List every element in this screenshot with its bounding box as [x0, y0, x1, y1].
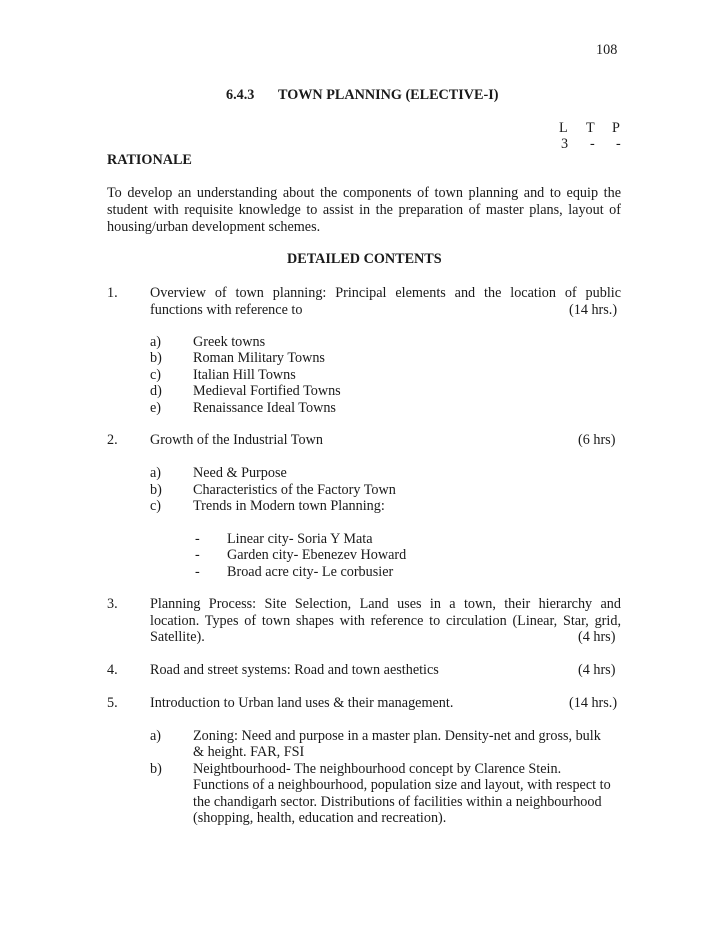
- rationale-line: student with requisite knowledge to assist in the preparation of master plans, layout of: [107, 202, 621, 218]
- topic-line: Road and street systems: Road and town aesthetics: [150, 662, 439, 678]
- topic-number: 1.: [107, 285, 118, 301]
- topic-hours: (4 hrs): [578, 662, 616, 678]
- subitem-text: (shopping, health, education and recreation).: [193, 810, 447, 826]
- subitem-label: b): [150, 482, 162, 498]
- topic-line: Introduction to Urban land uses & their management.: [150, 695, 454, 711]
- subitem-text: the chandigarh sector. Distributions of facilities within a neighbourhood: [193, 794, 602, 810]
- subitem-text: Trends in Modern town Planning:: [193, 498, 385, 514]
- topic-hours: (14 hrs.): [569, 302, 618, 318]
- subitem-label: d): [150, 383, 162, 399]
- subitem-label: a): [150, 728, 162, 744]
- subitem-text: Functions of a neighbourhood, population size and layout, with respect to: [193, 777, 611, 793]
- course-title: TOWN PLANNING (ELECTIVE-I): [278, 87, 499, 103]
- ltp-header-l: L: [559, 120, 568, 136]
- subitem-text: Greek towns: [193, 334, 266, 350]
- rationale-line: To develop an understanding about the components of town planning and to equip the: [107, 185, 621, 201]
- subitem-label: c): [150, 498, 162, 514]
- subitem-label: a): [150, 465, 162, 481]
- rationale-heading: RATIONALE: [107, 152, 192, 168]
- topic-line: Satellite).: [150, 629, 205, 645]
- rationale-line: housing/urban development schemes.: [107, 219, 321, 235]
- topic-hours: (6 hrs): [578, 432, 616, 448]
- subitem-text: Neightbourhood- The neighbourhood concept by Clarence Stein.: [193, 761, 562, 777]
- bullet-dash: -: [195, 531, 200, 547]
- ltp-value-p: -: [616, 136, 621, 152]
- topic-number: 5.: [107, 695, 118, 711]
- topic-hours: (4 hrs): [578, 629, 616, 645]
- bullet-text: Garden city- Ebenezev Howard: [227, 547, 407, 563]
- topic-number: 2.: [107, 432, 118, 448]
- subitem-text: Roman Military Towns: [193, 350, 325, 366]
- ltp-value-t: -: [590, 136, 595, 152]
- subitem-text: Zoning: Need and purpose in a master plan. Density-net and gross, bulk: [193, 728, 601, 744]
- topic-line: location. Types of town shapes with reference to circulation (Linear, Star, grid,: [150, 613, 621, 629]
- subitem-text: Need & Purpose: [193, 465, 287, 481]
- bullet-dash: -: [195, 564, 200, 580]
- subitem-label: b): [150, 350, 162, 366]
- subitem-label: a): [150, 334, 162, 350]
- topic-line: Growth of the Industrial Town: [150, 432, 323, 448]
- page-number: 108: [596, 42, 618, 58]
- topic-number: 3.: [107, 596, 118, 612]
- contents-heading: DETAILED CONTENTS: [287, 251, 442, 267]
- topic-number: 4.: [107, 662, 118, 678]
- bullet-text: Linear city- Soria Y Mata: [227, 531, 373, 547]
- subitem-text: Characteristics of the Factory Town: [193, 482, 396, 498]
- bullet-dash: -: [195, 547, 200, 563]
- ltp-value-l: 3: [561, 136, 569, 152]
- ltp-header-p: P: [612, 120, 620, 136]
- ltp-header-t: T: [586, 120, 595, 136]
- subitem-text: Renaissance Ideal Towns: [193, 400, 336, 416]
- topic-line: functions with reference to: [150, 302, 303, 318]
- section-number: 6.4.3: [226, 87, 255, 103]
- subitem-label: e): [150, 400, 162, 416]
- bullet-text: Broad acre city- Le corbusier: [227, 564, 394, 580]
- subitem-text: Italian Hill Towns: [193, 367, 296, 383]
- topic-line: Overview of town planning: Principal elements and the location of public: [150, 285, 621, 301]
- subitem-label: c): [150, 367, 162, 383]
- topic-line: Planning Process: Site Selection, Land uses in a town, their hierarchy and: [150, 596, 621, 612]
- subitem-text: & height. FAR, FSI: [193, 744, 305, 760]
- subitem-label: b): [150, 761, 162, 777]
- topic-hours: (14 hrs.): [569, 695, 618, 711]
- subitem-text: Medieval Fortified Towns: [193, 383, 341, 399]
